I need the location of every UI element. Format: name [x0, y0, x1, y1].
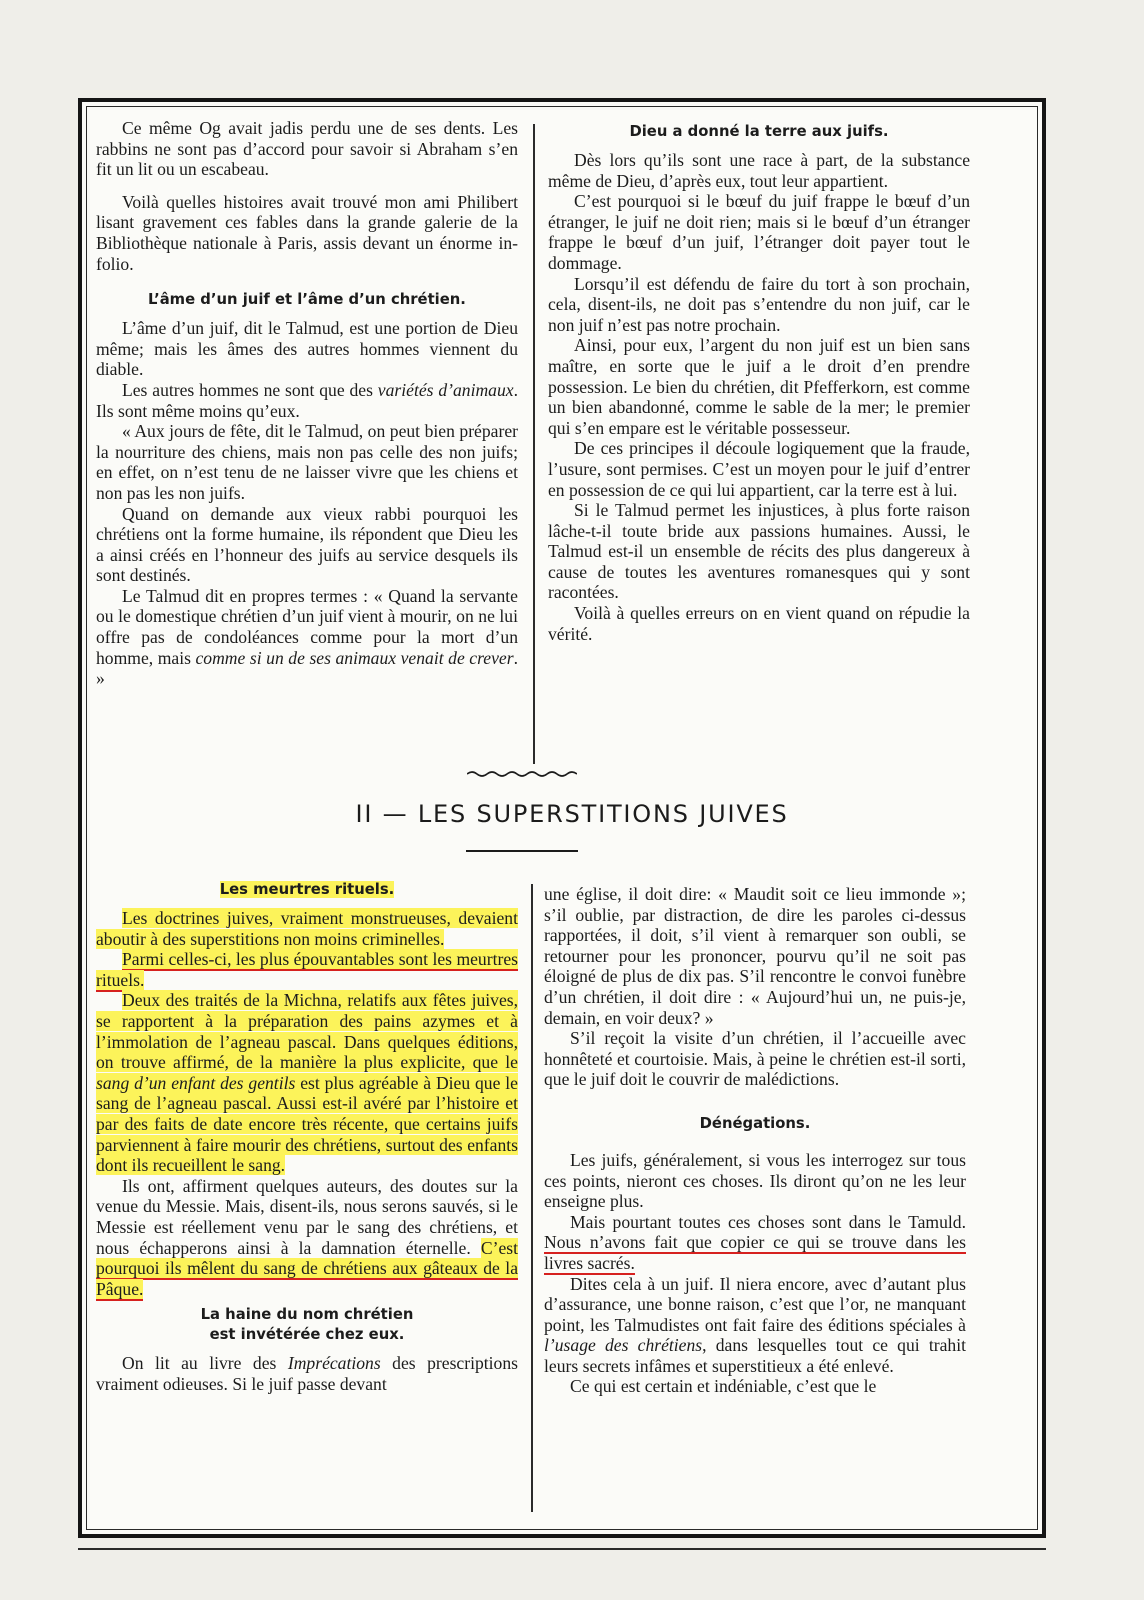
highlighted-underlined-text: Parmi celles-ci, les plus épouvantables sont les meurtres rituels. — [96, 949, 518, 990]
section-heading — [96, 1305, 518, 1345]
text-run: . » — [96, 647, 518, 689]
highlighted-underlined-text: C’est pourquoi ils mêlent du sang de chrétiens aux gâteaux de la Pâque. — [96, 1237, 518, 1299]
paragraph — [544, 1274, 966, 1377]
heading-line: La haine du nom chrétien — [200, 1306, 414, 1324]
text-run: Le Talmud dit en propres termes : « Quand la servante ou le domestique chrétien d’un juif vient à mourir, on ne lui offre pas de condoléances comme pour la mort d’un homme, mais — [96, 585, 518, 668]
highlighted-heading: Les meurtres rituels. — [219, 881, 395, 898]
section-heading: Dieu a donné la terre aux juifs. — [629, 123, 889, 140]
bottom-left-column — [96, 880, 518, 1394]
paragraph — [96, 949, 518, 990]
paragraph: Lorsqu’il est défendu de faire du tort à son prochain, cela, disent-ils, ne doit pas s’entendre du non juif, car le non juif n’est pas notre prochain. — [548, 273, 970, 335]
paragraph — [96, 908, 518, 949]
paragraph — [96, 1176, 518, 1300]
paragraph: L’âme d’un juif, dit le Talmud, est une portion de Dieu même; mais les âmes des autres hommes viennent du diable. — [96, 318, 518, 380]
paragraph: Les juifs, généralement, si vous les interrogez sur tous ces points, nieront ces choses. Ils diront qu’on ne les leur enseigne plus. — [544, 1149, 966, 1212]
text-run: . Ils sont même moins qu’eux. — [96, 379, 518, 421]
paragraph: Voilà à quelles erreurs on en vient quand on répudie la vérité. — [548, 603, 970, 644]
paragraph: C’est pourquoi si le bœuf du juif frappe le bœuf d’un étranger, le juif ne doit rien; mais si le bœuf d’un étranger frappe le bœuf d’un juif, l’étranger doit payer tout le dommage. — [548, 191, 970, 273]
bottom-right-column — [544, 884, 966, 1397]
text-run: Dites cela à un juif. Il niera encore, avec d’autant plus d’assurance, une bonne raison, c’est que l’or, ne manquant point, les Talmudistes ont fait faire des éditions spéciales à — [544, 1273, 966, 1335]
paragraph: Quand on demande aux vieux rabbi pourquoi les chrétiens ont la forme humaine, ils répondent que Dieu les a ainsi créés en l’honneur des juifs au service desquels ils sont destinés. — [96, 503, 518, 586]
heading-line: est invétérée chez eux. — [209, 1326, 405, 1344]
text-run: Mais pourtant toutes ces choses sont dans le Tamuld. — [570, 1211, 966, 1232]
section-heading — [96, 880, 518, 900]
text-run: On lit au livre des — [122, 1353, 288, 1374]
section-heading: L’âme d’un juif et l’âme d’un chrétien. — [148, 291, 466, 309]
text-run: des prescriptions vraiment odieuses. Si le juif passe devant — [96, 1353, 518, 1394]
text-run: Les autres hommes ne sont que des — [122, 379, 378, 400]
paragraph — [96, 990, 518, 1175]
paragraph — [96, 380, 518, 421]
bottom-rule — [78, 1548, 1046, 1550]
section-title: II — LES SUPERSTITIONS JUIVES — [355, 800, 789, 828]
italic-text: variétés d’animaux — [377, 379, 514, 400]
text-run: Ils ont, affirment quelques auteurs, des doutes sur la venue du Messie. Mais, disent-ils, nous serons sauvés, si le Messie est réellement venu par le sang des chrétiens, et nous échapperons ainsi à la damnation éternelle. — [96, 1175, 518, 1258]
paragraph: Si le Talmud permet les injustices, à plus forte raison lâche-t-il toute bride aux passions humaines. Aussi, le Talmud est-il un ensemble de récits des plus dangereux à cause de toutes les aventures romanesques qui y sont racontées. — [548, 500, 970, 603]
paragraph: une église, il doit dire: « Maudit soit ce lieu immonde »; s’il oublie, par distraction, de dire les paroles ci-dessus rapportées, il doit, s’il vient à remarquer son oubli, se retourner pour les prononcer, pourvu qu’il ne soit pas éloigné de plus de dix pas. S’il rencontre le convoi funèbre d’un chrétien, il doit dire : « Aujourd’hui un, ne puis-je, demain, en voir deux? » — [544, 884, 966, 1028]
column-divider-top — [533, 124, 535, 764]
underlined-text: Nous n’avons fait que copier ce qui se trouve dans les livres sacrés. — [544, 1232, 966, 1273]
top-left-column — [96, 118, 518, 689]
italic-text: comme si un de ses animaux venait de crever — [195, 647, 514, 668]
paragraph: Ce qui est certain et indéniable, c’est que le — [570, 1376, 877, 1397]
paragraph — [96, 1353, 518, 1394]
text-run: , dans lesquelles tout ce qui trahit leurs secrets infâmes et superstitieux a été enlevé. — [544, 1335, 966, 1376]
paragraph: Dès lors qu’ils sont une race à part, de la substance même de Dieu, d’après eux, tout leur appartient. — [548, 150, 970, 191]
italic-text: Imprécations — [287, 1353, 381, 1374]
title-rule — [466, 850, 578, 852]
italic-text: l’usage des chrétiens — [544, 1335, 703, 1356]
text-run: est plus agréable à Dieu que le sang de l’agneau pascal. Aussi est-il avéré par l’histoire et par des faits de date encore très récente, que certains juifs parviennent à faire mourir des chrétiens, surtout des enfants dont ils recueillent le sang. — [96, 1072, 518, 1176]
paragraph: Ce même Og avait jadis perdu une de ses dents. Les rabbins ne sont pas d’accord pour savoir si Abraham s’en fit un lit ou un escabeau. — [96, 118, 518, 180]
top-right-column — [548, 122, 970, 644]
highlighted-text: Les doctrines juives, vraiment monstrueuses, devaient aboutir à des superstitions non moins criminelles. — [96, 908, 518, 949]
paragraph: De ces principes il découle logiquement que la fraude, l’usure, sont permises. C’est un moyen pour le juif d’entrer en possession de ce qui lui appartient, car la terre est à lui. — [548, 438, 970, 500]
ornament-divider — [467, 770, 577, 778]
paragraph: Ainsi, pour eux, l’argent du non juif est un bien sans maître, en sorte que le juif a le droit d’en prendre possession. Le bien du chrétien, dit Pfefferkorn, est comme un bien abandonné, comme le sable de la mer; le premier qui s’en empare est le véritable possesseur. — [548, 335, 970, 438]
paragraph: « Aux jours de fête, dit le Talmud, on peut bien préparer la nourriture des chiens, mais non pas celle des non juifs; en effet, on n’est tenu de ne laisser vivre que les chiens et non pas les non juifs. — [96, 421, 518, 503]
paragraph — [96, 586, 518, 689]
text-run: Deux des traités de la Michna, relatifs aux fêtes juives, se rapportent à la préparation des pains azymes et à l’immolation de l’agneau pascal. Dans quelques éditions, on trouve affirmé, de la manière la plus explicite, que le — [96, 990, 518, 1073]
paragraph — [544, 1212, 966, 1274]
section-heading: Dénégations. — [699, 1114, 811, 1132]
paragraph: Voilà quelles histoires avait trouvé mon ami Philibert lisant gravement ces fables dans la grande galerie de la Bibliothèque nationale à Paris, assis devant un énorme in-folio. — [96, 191, 518, 274]
column-divider-bottom — [531, 884, 533, 1512]
italic-text: sang d’un enfant des gentils — [96, 1072, 296, 1093]
paragraph: S’il reçoit la visite d’un chrétien, il l’accueille avec honnêteté et courtoisie. Mais, à peine le chrétien est-il sorti, que le juif doit le couvrir de malédictions. — [544, 1028, 966, 1090]
highlighted-text — [96, 990, 518, 1175]
